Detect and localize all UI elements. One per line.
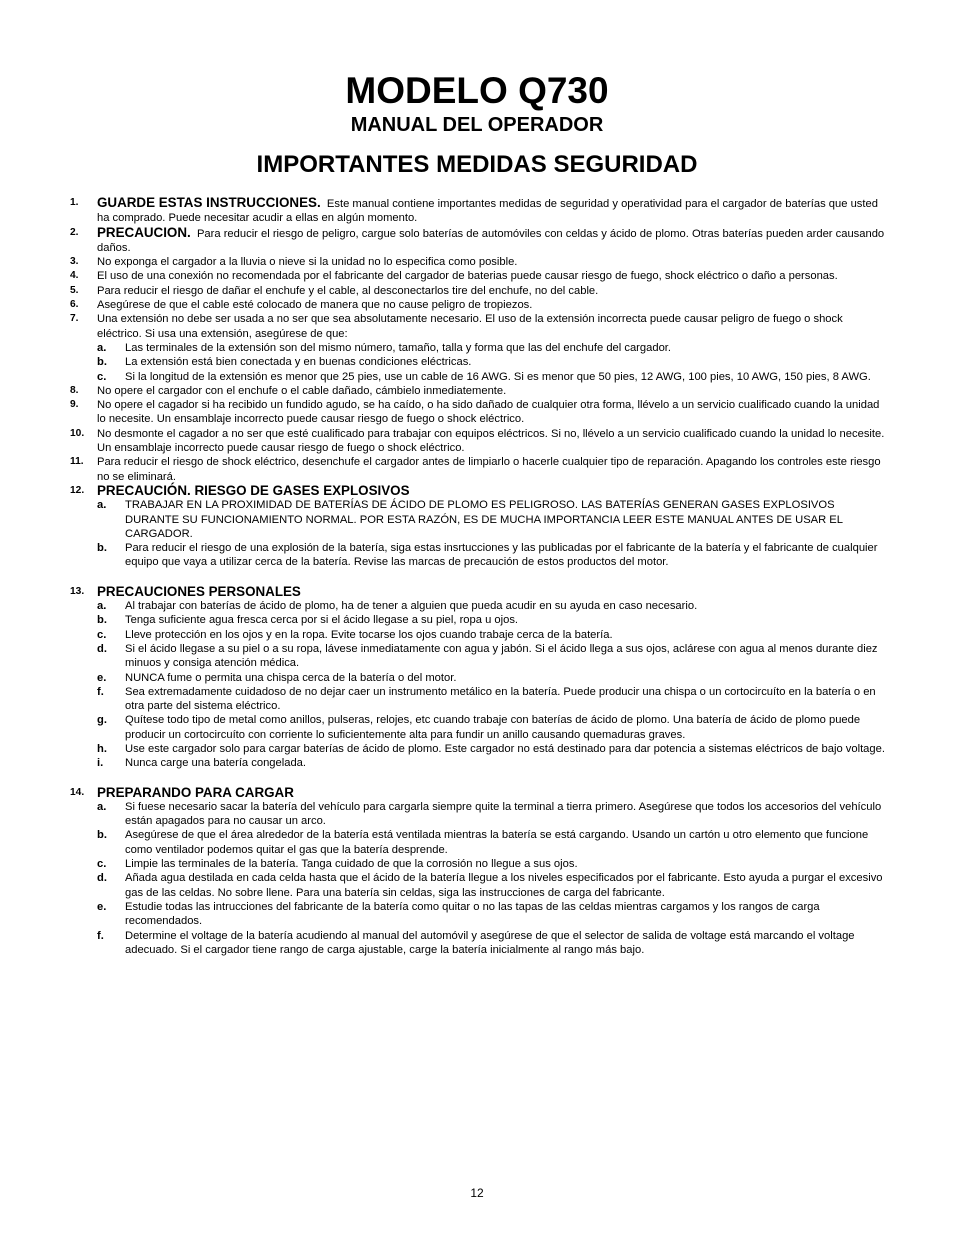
sub-item-text: Asegúrese de que el área alrededor de la batería está ventilada mientras la batería se está cargando. Usando un cartón u otro elemento que funcione como ventilador podemos quitar el gas que la batería desprende. (125, 829, 869, 856)
list-item-5 (0, 284, 954, 298)
sub-item-text: NUNCA fume o permita una chispa cerca de la batería o del motor. (125, 671, 457, 684)
item-text: El uso de una conexión no recomendada por el fabricante del cargador de baterias puede causar riesgo de fuego, shock eléctrico o daño a personas. (97, 270, 838, 283)
item-number: 4. (70, 270, 79, 282)
sub-item-13d (0, 642, 954, 671)
sub-item-letter: i. (97, 757, 104, 770)
sub-item-7c (0, 370, 954, 384)
list-item-4 (0, 269, 954, 283)
sub-item-7b (0, 355, 954, 369)
document-title: MODELO Q730 (345, 70, 609, 111)
list-item-7 (0, 312, 954, 341)
item-text: Este manual contiene importantes medidas de seguridad y operatividad para el cargador de baterías que usted ha comprado. Puede necesitar acudir a ellas en algún momento. (97, 198, 878, 225)
sub-item-text: Si la longitud de la extensión es menor que 25 pies, use un cable de 16 AWG. Si es menor que 50 pies, 12 AWG, 100 pies, 10 AWG, 150 pies, 8 AWG. (125, 370, 871, 383)
sub-item-14b (0, 828, 954, 857)
sub-item-letter: f. (97, 685, 104, 698)
sub-item-13c (0, 628, 954, 642)
sub-item-13i (0, 756, 954, 770)
item-text: No desmonte el cagador a no ser que esté cualificado para trabajar con equipos eléctricos. Si no, llévelo a un servicio cualificado cuando la unidad lo necesite. Un ensamblaje incorrecto puede causar riesgo de fuego o shock eléctrico. (97, 427, 885, 455)
sub-item-13h (0, 742, 954, 756)
item-number: 5. (70, 284, 79, 296)
item-number: 9. (70, 399, 79, 411)
item-number: 12. (70, 484, 85, 496)
document-subtitle: MANUAL DEL OPERADOR (350, 114, 604, 136)
sub-item-13b (0, 613, 954, 627)
sub-item-14a (0, 800, 954, 829)
list-item-12 (0, 484, 954, 498)
sub-item-text: TRABAJAR EN LA PROXIMIDAD DE BATERÍAS DE ÁCIDO DE PLOMO ES PELIGROSO. LAS BATERÍAS GENERAN GASES EXPLOSIVOS DURANTE SU FUNCIONAMIENTO NORMAL. POR ESTA RAZÓN, ES DE MUCHA IMPORTANCIA LEER ESTE MANUAL ANTES DE USAR EL CARGADOR. (125, 499, 843, 540)
sub-item-7a (0, 341, 954, 355)
sub-item-13f (0, 685, 954, 714)
list-item-10 (0, 427, 954, 456)
sub-item-letter: d. (97, 872, 107, 885)
item-text: Para reducir el riesgo de peligro, cargue solo baterías de automóviles con celdas y ácido de plomo. Otras baterías pueden arder causando daños. (97, 227, 885, 254)
list-item-11 (0, 455, 954, 484)
sub-item-letter: b. (97, 542, 107, 555)
sub-item-letter: f. (97, 929, 104, 942)
sub-item-text: Determine el voltage de la batería acudiendo al manual del automóvil y asegúrese de que el selector de salida de voltage está marcando el voltage adecuado. Si el cargador tiene rango de carga ajustable, carge la batería inicialmente al rango más bajo. (125, 929, 855, 956)
list-item-2 (0, 226, 954, 256)
sub-item-text: Si fuese necesario sacar la batería del vehículo para cargarla siempre quite la terminal a tierra primero. Asegúrese que todos los accesorios del vehículo están apagados para no causar un arco. (125, 800, 882, 828)
sub-item-letter: h. (97, 742, 107, 755)
item-text: No exponga el cargador a la lluvia o nieve si la unidad no lo especifica como posible. (97, 256, 518, 269)
sub-item-text: La extensión está bien conectada y en buenas condiciones eléctricas. (125, 356, 472, 369)
sub-item-letter: a. (97, 600, 107, 613)
sub-item-14c (0, 857, 954, 871)
sub-item-text: Sea extremadamente cuidadoso de no dejar caer un instrumento metálico en la batería. Puede producir una chispa o un cortocircuíto en la batería o en otra parte del sistema eléctrico. (125, 685, 876, 713)
item-text: Una extensión no debe ser usada a no ser que sea absolutamente necesario. El uso de la extensión incorrecta puede causar peligro de fuego o shock eléctrico. Si usa una extensión, asegúrese de que: (97, 313, 843, 340)
sub-item-letter: c. (97, 628, 107, 641)
item-number: 10. (70, 427, 85, 439)
section-heading: IMPORTANTES MEDIDAS SEGURIDAD (256, 151, 698, 178)
sub-item-14d (0, 871, 954, 900)
sub-item-text: Nunca carge una batería congelada. (125, 757, 306, 770)
item-heading: PREPARANDO PARA CARGAR (97, 784, 294, 800)
list-item-8 (0, 384, 954, 398)
item-number: 6. (70, 299, 79, 311)
instructions-list (0, 196, 954, 957)
sub-item-14e (0, 900, 954, 929)
item-heading: PRECAUCIONES PERSONALES (97, 583, 301, 599)
list-item-14 (0, 786, 954, 800)
item-text: No opere el cagador si ha recibido un fundido agudo, se ha caído, o ha sido dañado de cualquier otra forma, llévelo a un servicio cualificado cuando la unidad lo necesite. Un ensamblaje incorrecto puede causar riesgo de fuego o shock eléctrico. (97, 399, 880, 426)
sub-item-letter: d. (97, 642, 107, 655)
list-item-1 (0, 196, 954, 226)
sub-item-letter: e. (97, 900, 107, 913)
sub-item-letter: g. (97, 714, 107, 727)
sub-item-text: Lleve protección en los ojos y en la ropa. Evite tocarse los ojos cuando trabaje cerca de la batería. (125, 628, 613, 641)
sub-item-text: Estudie todas las intrucciones del fabricante de la batería como quitar o no las tapas de las celdas mientras cargamos y los rangos de carga recomendados. (125, 900, 820, 928)
list-item-6 (0, 298, 954, 312)
list-item-3 (0, 255, 954, 269)
item-text: No opere el cargador con el enchufe o el cable dañado, cámbielo inmediatemente. (97, 384, 507, 397)
sub-item-13a (0, 599, 954, 613)
sub-item-letter: a. (97, 800, 107, 813)
sub-item-letter: b. (97, 829, 107, 842)
sub-item-text: Limpie las terminales de la batería. Tanga cuidado de que la corrosión no llegue a sus ojos. (125, 858, 578, 871)
sub-item-text: Añada agua destilada en cada celda hasta que el ácido de la batería llegue a los niveles especificados por el fabricante. Esto ayuda a purgar el excesivo gas de las celdas. No sobre llene. Para una batería sin celdas, siga las instrucciones de carga del fabricante. (125, 872, 883, 899)
sub-item-letter: c. (97, 858, 107, 871)
sub-item-letter: e. (97, 671, 107, 684)
sub-item-text: Al trabajar con baterías de ácido de plomo, ha de tener a alguien que pueda acudir en su ayuda en caso necesario. (125, 600, 698, 613)
sub-item-13e (0, 671, 954, 685)
sub-item-13g (0, 713, 954, 742)
item-number: 11. (70, 456, 84, 468)
item-text: Para reducir el riesgo de dañar el enchufe y el cable, al desconectarlos tire del enchufe, no del cable. (97, 284, 599, 297)
sub-item-text: Use este cargador solo para cargar baterías de ácido de plomo. Este cargador no está destinado para dar potencia a sistemas eléctricos de bajo voltage. (125, 742, 885, 755)
item-lead: PRECAUCION. (97, 224, 191, 240)
item-number: 2. (70, 226, 79, 238)
item-lead: GUARDE ESTAS INSTRUCCIONES. (97, 195, 321, 210)
sub-item-letter: b. (97, 614, 107, 627)
sub-item-text: Para reducir el riesgo de una explosión de la batería, siga estas insrtucciones y las publicadas por el fabricante de la batería y el fabricante de cualquier equipo que vaya a utilizar cerca de la batería. Revise las marcas de precaución de estos productos del motor. (125, 542, 878, 569)
sub-item-12b (0, 541, 954, 570)
item-number: 8. (70, 384, 79, 396)
sub-item-letter: a. (97, 341, 107, 354)
list-item-9 (0, 398, 954, 427)
sub-item-letter: c. (97, 370, 107, 383)
item-text: Asegúrese de que el cable esté colocado de manera que no cause peligro de tropiezos. (97, 299, 533, 312)
item-number: 7. (70, 313, 79, 325)
sub-item-letter: a. (97, 499, 107, 512)
list-item-13 (0, 585, 954, 599)
item-number: 3. (70, 256, 79, 268)
item-number: 14. (70, 786, 85, 798)
sub-item-text: Quítese todo tipo de metal como anillos, pulseras, relojes, etc cuando trabaje con baterías de ácido de plomo. Una batería de ácido de plomo puede producir un cortocircuíto con corriente lo suficientemente alta para fundir un anillo causando quemaduras graves. (125, 714, 861, 741)
item-number: 1. (70, 197, 79, 208)
page-number: 12 (470, 1186, 484, 1200)
sub-item-letter: b. (97, 356, 107, 369)
sub-item-14f (0, 929, 954, 958)
item-heading: PRECAUCIÓN. RIESGO DE GASES EXPLOSIVOS (97, 482, 410, 498)
sub-item-12a (0, 498, 954, 541)
sub-item-text: Tenga suficiente agua fresca cerca por si el ácido llegase a su piel, ropa u ojos. (125, 614, 519, 627)
sub-item-text: Si el ácido llegase a su piel o a su ropa, lávese inmediatamente con agua y jabón. Si el ácido llega a sus ojos, aclárese con agua al menos durante diez minuos y consiga atención médica. (125, 642, 878, 670)
item-number: 13. (70, 585, 85, 597)
item-text: Para reducir el riesgo de shock eléctrico, desenchufe el cargador antes de limpiarlo o hacerle cualquier tipo de reparación. Apagando los controles este riesgo no se eliminará. (97, 456, 881, 483)
sub-item-text: Las terminales de la extensión son del mismo número, tamaño, talla y forma que las del enchufe del cargador. (125, 341, 672, 354)
